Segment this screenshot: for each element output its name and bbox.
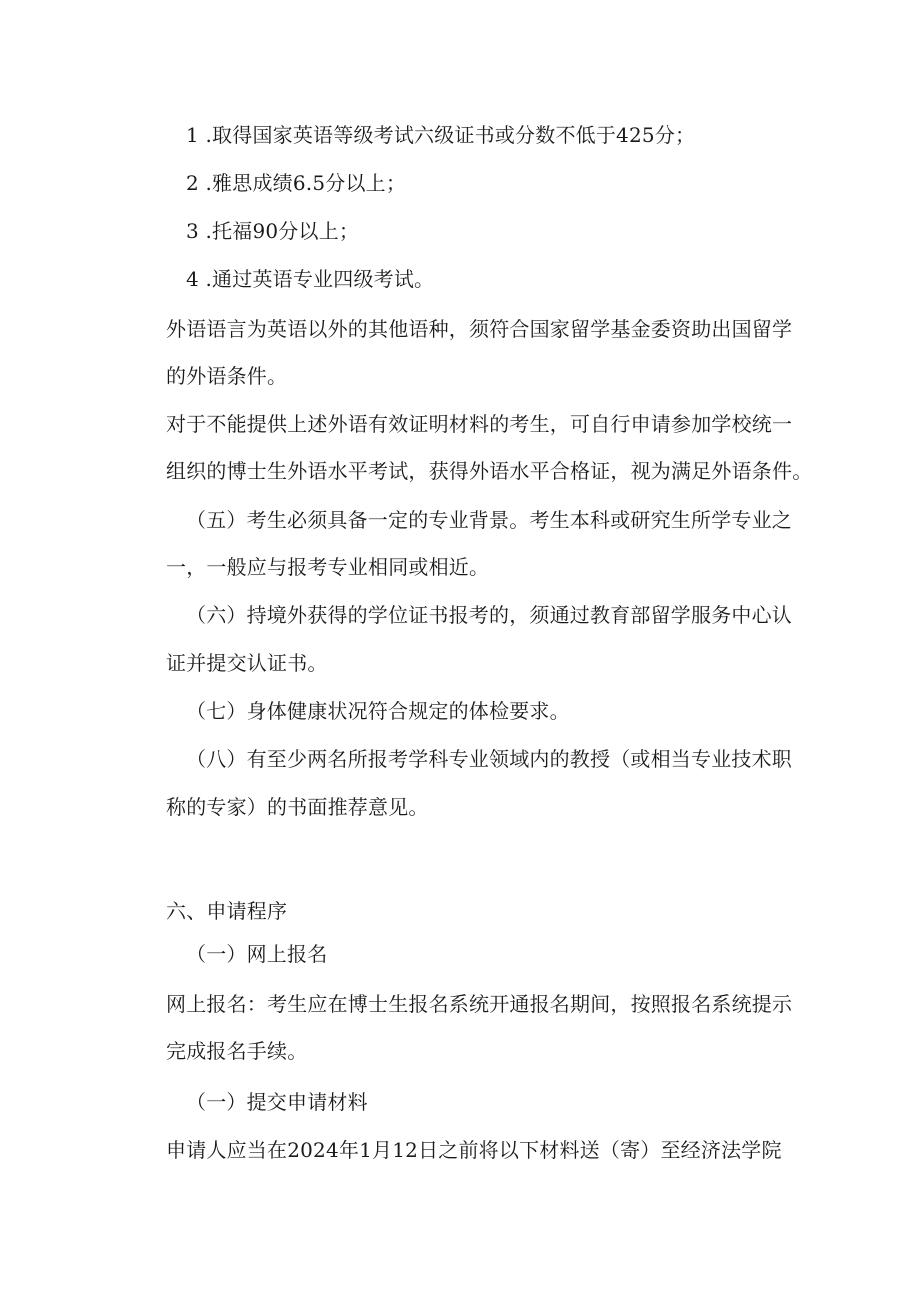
requirement-2: 2 .雅思成绩6.5分以上； <box>186 171 407 195</box>
requirement-3: 3 .托福90分以上； <box>186 219 360 243</box>
requirement-1: 1 .取得国家英语等级考试六级证书或分数不低于425分； <box>186 123 696 147</box>
subsection-online-registration-heading: （一）网上报名 <box>186 942 328 966</box>
item-5-line2: 一，一般应与报考专业相同或相近。 <box>166 555 490 579</box>
item-8-line1: （八）有至少两名所报考学科专业领域内的教授（或相当专业技术职 <box>186 747 792 771</box>
item-8-line2: 称的专家）的书面推荐意见。 <box>166 795 429 819</box>
no-certificate-paragraph-line2: 组织的博士生外语水平考试，获得外语水平合格证，视为满足外语条件。 <box>166 459 813 483</box>
online-registration-line2: 完成报名手续。 <box>166 1039 308 1063</box>
online-registration-line1: 网上报名：考生应在博士生报名系统开通报名期间，按照报名系统提示 <box>166 992 793 1016</box>
submit-materials-line1: 申请人应当在2024年1月12日之前将以下材料送（寄）至经济法学院 <box>166 1138 782 1162</box>
no-certificate-paragraph-line1: 对于不能提供上述外语有效证明材料的考生，可自行申请参加学校统一 <box>166 412 793 436</box>
item-6-line2: 证并提交认证书。 <box>166 651 328 675</box>
section-6-heading: 六、申请程序 <box>166 899 288 923</box>
item-6-line1: （六）持境外获得的学位证书报考的，须通过教育部留学服务中心认 <box>186 603 792 627</box>
subsection-submit-materials-heading: （一）提交申请材料 <box>186 1090 368 1114</box>
other-language-paragraph-line2: 的外语条件。 <box>166 364 288 388</box>
item-5-line1: （五）考生必须具备一定的专业背景。考生本科或研究生所学专业之 <box>186 508 792 532</box>
item-7: （七）身体健康状况符合规定的体检要求。 <box>186 699 570 723</box>
requirement-4: 4 .通过英语专业四级考试。 <box>186 267 435 291</box>
other-language-paragraph-line1: 外语语言为英语以外的其他语种，须符合国家留学基金委资助出国留学 <box>166 317 793 341</box>
